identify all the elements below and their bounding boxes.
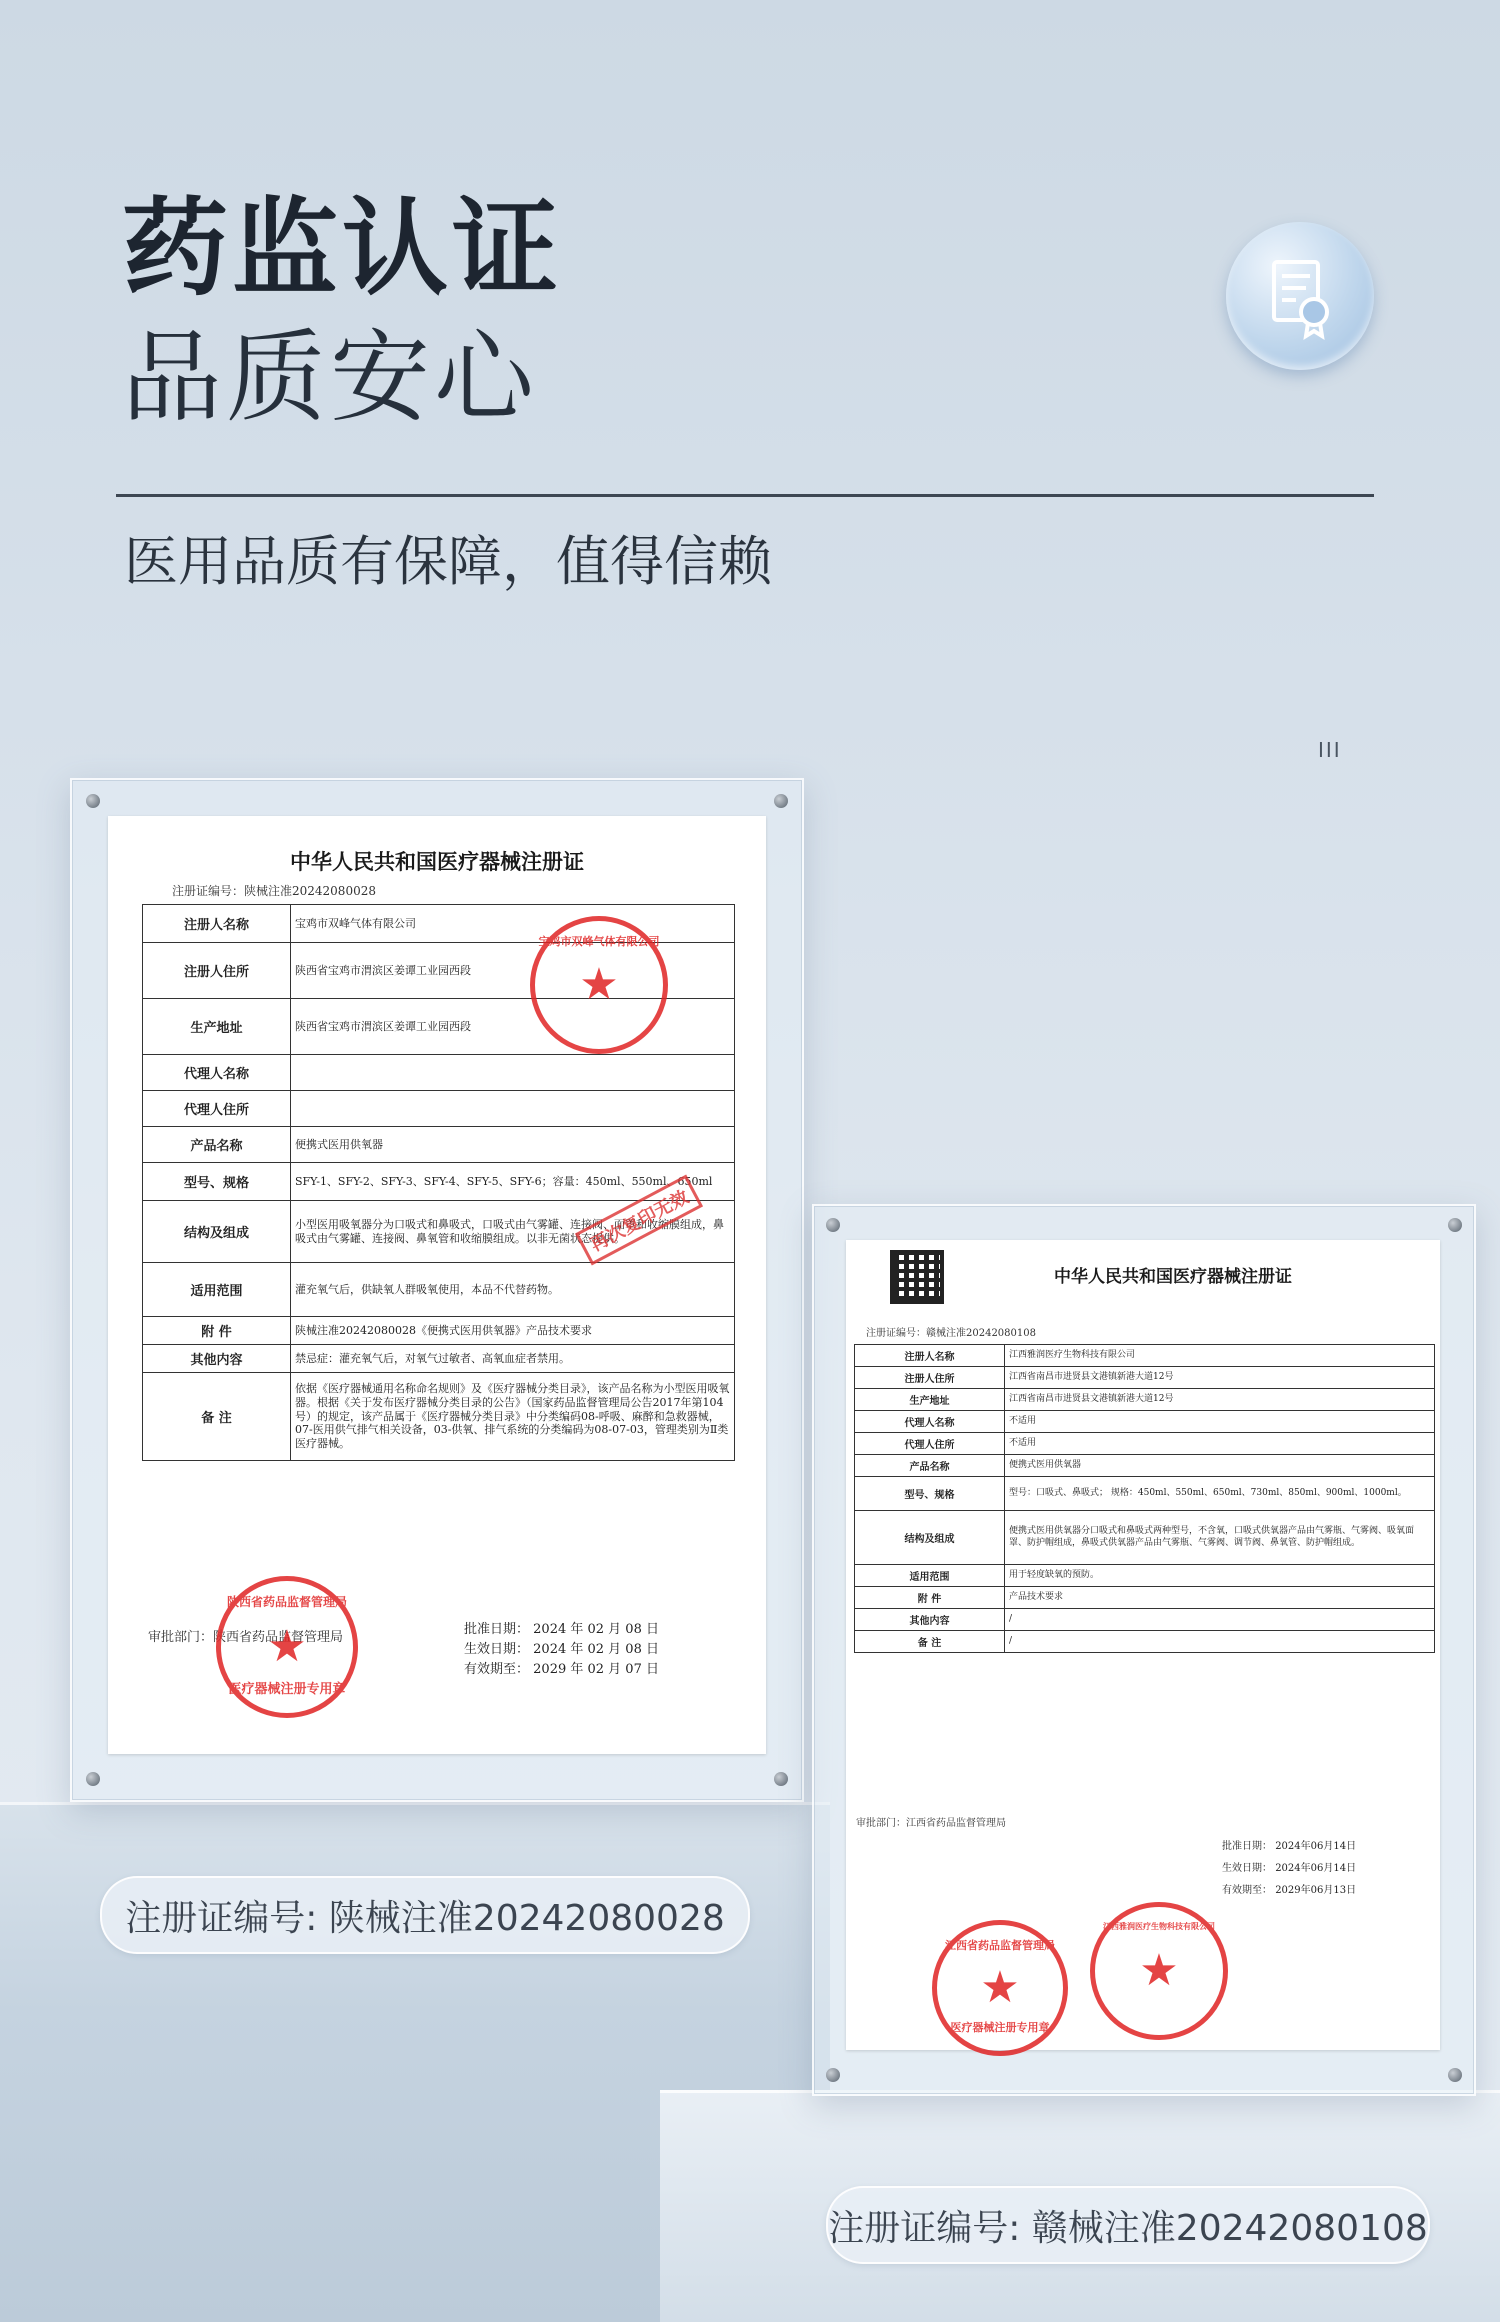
certificate-number: 注册证编号：陕械注准20242080028 [172,884,376,898]
screw-icon [86,1772,100,1786]
date-effective: 生效日期： 2024 年 02 月 08 日 [464,1642,659,1657]
table-row [143,1317,735,1345]
row-label: 代理人住所 [855,1433,1005,1455]
row-value: 宝鸡市双峰气体有限公司 [291,905,735,943]
table-row [143,1263,735,1317]
table-row [855,1565,1435,1587]
table-row [143,1091,735,1127]
row-value: 产品技术要求 [1005,1587,1435,1609]
table-row [855,1609,1435,1631]
approval-authority: 审批部门：江西省药品监督管理局 [856,1818,1006,1829]
table-row [143,1345,735,1373]
page-subtitle: 品质安心 [122,319,538,436]
row-value: / [1005,1631,1435,1653]
certificate-frame-1 [70,778,804,1802]
date-approval: 批准日期： 2024 年 02 月 08 日 [464,1622,659,1637]
row-label: 产品名称 [143,1127,291,1163]
row-value: 便携式医用供氧器分口吸式和鼻吸式两种型号，不含氧，口吸式供氧器产品由气雾瓶、气雾阀、吸氧面罩、防护帽组成，鼻吸式供氧器产品由气雾瓶、气雾阀、调节阀、鼻氧管、防护帽组成。 [1005,1511,1435,1565]
company-seal: 江西雅润医疗生物科技有限公司 ★ [1090,1902,1228,2040]
screw-icon [1448,1218,1462,1232]
date-expiry: 有效期至： 2029 年 02 月 07 日 [464,1662,659,1677]
authority-seal: 陕西省药品监督管理局 ★ 医疗器械注册专用章 [216,1576,358,1718]
certificate-title: 中华人民共和国医疗器械注册证 [290,849,584,874]
approval-dates [1222,1836,1356,1902]
certificate-title: 中华人民共和国医疗器械注册证 [1054,1267,1292,1287]
screw-icon [774,794,788,808]
void-stamp: 再次复印无效 [575,1175,703,1266]
row-label: 注册人名称 [143,905,291,943]
table-row [855,1367,1435,1389]
table-row [855,1587,1435,1609]
row-label: 型号、规格 [143,1163,291,1201]
table-row [855,1345,1435,1367]
row-value: 便携式医用供氧器 [1005,1455,1435,1477]
row-label: 代理人住所 [143,1091,291,1127]
row-label: 结构及组成 [143,1201,291,1263]
table-row [855,1631,1435,1653]
table-row [143,1127,735,1163]
row-value: 江西省南昌市进贤县文港镇新港大道12号 [1005,1367,1435,1389]
tagline: 医用品质有保障，值得信赖 [124,530,772,593]
screw-icon [774,1772,788,1786]
row-value: 禁忌症：灌充氧气后，对氧气过敏者、高氧血症者禁用。 [291,1345,735,1373]
row-label: 其他内容 [855,1609,1005,1631]
date-expiry: 有效期至： 2029年06月13日 [1222,1885,1357,1896]
row-value: 陕西省宝鸡市渭滨区姜谭工业园西段 [291,999,735,1055]
screw-icon [86,794,100,808]
table-row [143,1373,735,1461]
row-label: 其他内容 [143,1345,291,1373]
row-label: 适用范围 [143,1263,291,1317]
row-value: 型号：口吸式、鼻吸式； 规格：450ml、550ml、650ml、730ml、850ml、900ml、1000ml。 [1005,1477,1435,1511]
row-value: 江西省南昌市进贤县文港镇新港大道12号 [1005,1389,1435,1411]
screw-icon [1448,2068,1462,2082]
row-value: 便携式医用供氧器 [291,1127,735,1163]
row-label: 附 件 [855,1587,1005,1609]
page-title: 药监认证 [122,187,562,310]
company-seal: ★ 宝鸡市双峰气体有限公司 [530,916,668,1054]
authority-seal: 江西省药品监督管理局 ★ 医疗器械注册专用章 [932,1920,1068,2056]
certificate-frame-2 [812,1204,1476,2096]
row-label: 型号、规格 [855,1477,1005,1511]
row-label: 生产地址 [855,1389,1005,1411]
table-row [855,1455,1435,1477]
row-value: 陕械注准20242080028《便携式医用供氧器》产品技术要求 [291,1317,735,1345]
certificate-document-2 [846,1240,1440,2050]
certificate-table [854,1344,1435,1653]
row-label: 产品名称 [855,1455,1005,1477]
pause-icon: III [1318,738,1342,762]
table-row [855,1389,1435,1411]
certificate-caption-1: 注册证编号: 陕械注准20242080028 [100,1876,750,1954]
screw-icon [826,1218,840,1232]
row-label: 注册人名称 [855,1345,1005,1367]
row-value: 用于轻度缺氧的预防。 [1005,1565,1435,1587]
approval-authority: 审批部门：陕西省药品监督管理局 [148,1630,344,1645]
row-label: 代理人名称 [855,1411,1005,1433]
row-value: / [1005,1609,1435,1631]
row-label: 附 件 [143,1317,291,1345]
table-row [143,1055,735,1091]
certificate-number: 注册证编号：赣械注准20242080108 [866,1328,1036,1339]
certificate-icon [1226,222,1374,370]
row-label: 备 注 [143,1373,291,1461]
table-row [855,1411,1435,1433]
row-label: 代理人名称 [143,1055,291,1091]
row-value: 灌充氧气后，供缺氧人群吸氧使用，本品不代替药物。 [291,1263,735,1317]
certificate-caption-2: 注册证编号: 赣械注准20242080108 [826,2186,1430,2264]
header-divider [116,494,1374,497]
row-value [291,1091,735,1127]
table-row [855,1433,1435,1455]
screw-icon [826,2068,840,2082]
row-label: 适用范围 [855,1565,1005,1587]
date-effective: 生效日期： 2024年06月14日 [1222,1863,1357,1874]
row-value: 不适用 [1005,1411,1435,1433]
row-value: 江西雅润医疗生物科技有限公司 [1005,1345,1435,1367]
row-value: 小型医用吸氧器分为口吸式和鼻吸式，口吸式由气雾罐、连接阀、面罩和收缩膜组成，鼻吸式由气雾罐、连接阀、鼻氧管和收缩膜组成。以非无菌状态提供。 [291,1201,735,1263]
row-value: 陕西省宝鸡市渭滨区姜谭工业园西段 [291,943,735,999]
row-label: 生产地址 [143,999,291,1055]
row-label: 备 注 [855,1631,1005,1653]
row-label: 注册人住所 [143,943,291,999]
date-approval: 批准日期： 2024年06月14日 [1222,1841,1357,1852]
row-value: 不适用 [1005,1433,1435,1455]
table-row [855,1511,1435,1565]
row-value: 依据《医疗器械通用名称命名规则》及《医疗器械分类目录》，该产品名称为小型医用吸氧器。根据《关于发布医疗器械分类目录的公告》（国家药品监督管理局公告2017年第104号）的规定，该产品属于《医疗器械分类目录》中分类编码08-呼吸、麻醉和急救器械，07-医用供气排气相关设备，03-供氧、排气系统的分类编码为08-07-03，管理类别为Ⅱ类医疗器械。 [291,1373,735,1461]
table-row [855,1477,1435,1511]
row-label: 结构及组成 [855,1511,1005,1565]
certificate-document-1 [108,816,766,1754]
row-label: 注册人住所 [855,1367,1005,1389]
approval-dates [464,1620,659,1680]
row-value: SFY-1、SFY-2、SFY-3、SFY-4、SFY-5、SFY-6；容量：450ml、550ml、650ml [291,1163,735,1201]
row-value [291,1055,735,1091]
